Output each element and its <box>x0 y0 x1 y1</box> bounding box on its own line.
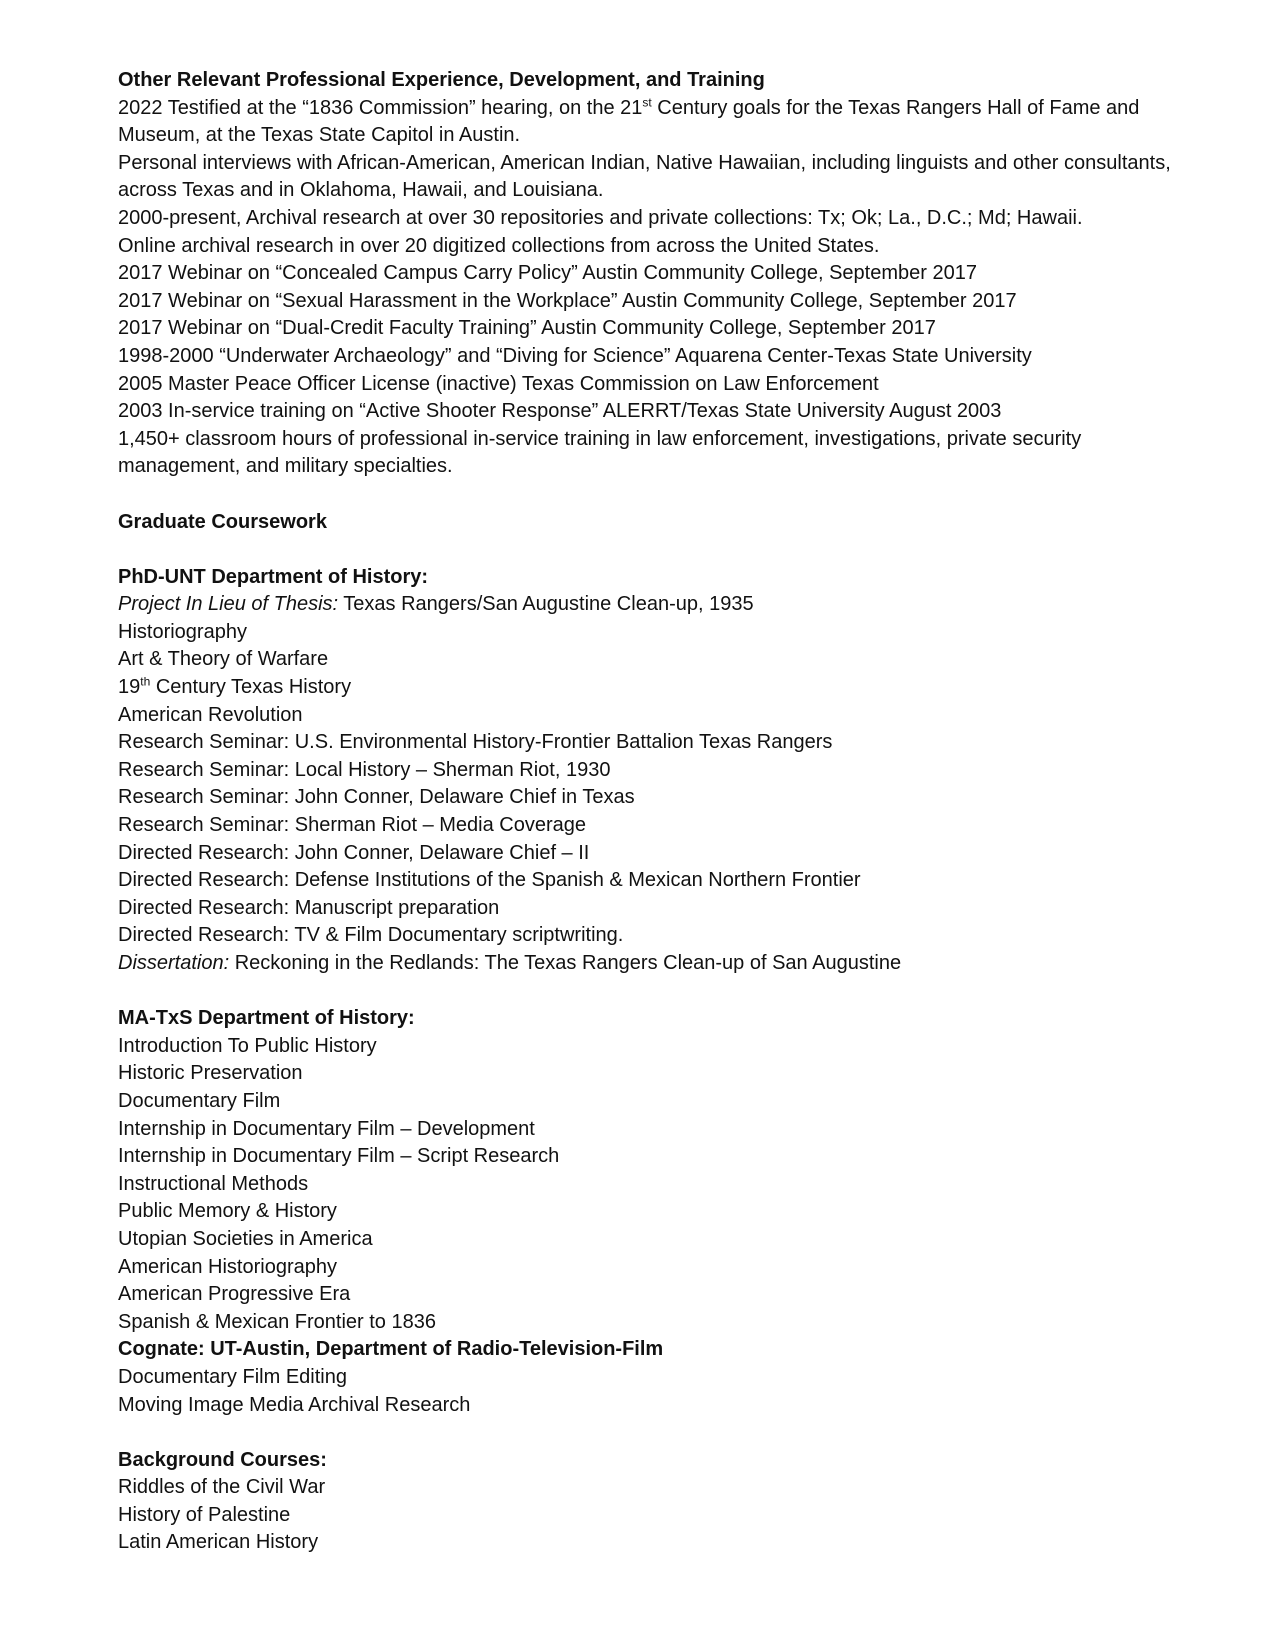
phd-dissertation <box>118 950 1178 978</box>
ma-course: Instructional Methods <box>118 1172 309 1195</box>
course-number: 19 <box>118 676 141 699</box>
graduate-heading: Graduate Coursework <box>118 510 327 533</box>
ma-heading: MA-TxS Department of History: <box>118 1007 415 1030</box>
experience-item-commission <box>118 95 1178 150</box>
background-course: Riddles of the Civil War <box>118 1476 326 1499</box>
spacer <box>118 1419 1178 1447</box>
experience-heading: Other Relevant Professional Experience, Development, and Training <box>118 69 765 91</box>
phd-course: Directed Research: Manuscript preparation <box>118 896 500 919</box>
ma-course: Utopian Societies in America <box>118 1227 373 1250</box>
ma-course: Introduction To Public History <box>118 1034 377 1057</box>
project-label: Project In Lieu of Thesis: <box>118 593 339 616</box>
background-course: History of Palestine <box>118 1503 291 1526</box>
phd-course: American Revolution <box>118 703 303 726</box>
commission-text-end: Century goals for the Texas Rangers Hall of Fame and Museum, at the Texas State Capitol in Austin. <box>118 96 1140 147</box>
phd-course: Research Seminar: Sherman Riot – Media Coverage <box>118 814 586 837</box>
spacer <box>118 481 1178 509</box>
ma-course: Historic Preservation <box>118 1062 303 1085</box>
ma-course: American Progressive Era <box>118 1283 351 1306</box>
phd-heading: PhD-UNT Department of History: <box>118 565 429 588</box>
background-course: Latin American History <box>118 1531 319 1554</box>
cognate-heading: Cognate: UT-Austin, Department of Radio-Television-Film <box>118 1338 664 1361</box>
ordinal-suffix: th <box>140 674 151 689</box>
dissertation-label: Dissertation: <box>118 952 230 974</box>
experience-item: 1,450+ classroom hours of professional in-service training in law enforcement, investigations, private security management, and military specialties. <box>118 427 1082 478</box>
ma-course: Spanish & Mexican Frontier to 1836 <box>118 1310 436 1333</box>
ma-course: Public Memory & History <box>118 1200 337 1223</box>
experience-item: 2017 Webinar on “Dual-Credit Faculty Training” Austin Community College, September 2017 <box>118 317 936 340</box>
dissertation-text: Reckoning in the Redlands: The Texas Rangers Clean-up of San Augustine <box>229 952 902 974</box>
experience-item: 1998-2000 “Underwater Archaeology” and “Diving for Science” Aquarena Center-Texas State University <box>118 344 1032 367</box>
ma-course: Internship in Documentary Film – Development <box>118 1117 535 1140</box>
phd-course: Directed Research: TV & Film Documentary scriptwriting. <box>118 924 624 947</box>
ma-course: Internship in Documentary Film – Script Research <box>118 1145 560 1168</box>
spacer <box>118 978 1178 1006</box>
course-text: Century Texas History <box>150 676 352 699</box>
ordinal-suffix: st <box>642 94 652 109</box>
experience-item: 2003 In-service training on “Active Shooter Response” ALERRT/Texas State University August 2003 <box>118 400 1002 423</box>
phd-course: Art & Theory of Warfare <box>118 648 329 671</box>
ma-course: Documentary Film <box>118 1089 281 1112</box>
phd-course: Directed Research: John Conner, Delaware Chief – II <box>118 841 590 864</box>
experience-item: 2000-present, Archival research at over 30 repositories and private collections: Tx; Ok; La., D.C.; Md; Hawaii. <box>118 206 1083 229</box>
phd-course: Directed Research: Defense Institutions of the Spanish & Mexican Northern Frontier <box>118 869 861 892</box>
phd-course: Research Seminar: John Conner, Delaware Chief in Texas <box>118 786 635 809</box>
project-text: Texas Rangers/San Augustine Clean-up, 1935 <box>338 593 754 616</box>
experience-item: 2017 Webinar on “Sexual Harassment in the Workplace” Austin Community College, September 2017 <box>118 289 1017 312</box>
phd-course <box>118 674 1178 702</box>
phd-course: Research Seminar: U.S. Environmental History-Frontier Battalion Texas Rangers <box>118 731 833 754</box>
cognate-course: Documentary Film Editing <box>118 1365 347 1388</box>
phd-project <box>118 591 1178 619</box>
background-heading: Background Courses: <box>118 1448 327 1471</box>
experience-item: Online archival research in over 20 digitized collections from across the United States. <box>118 234 880 257</box>
experience-item: 2017 Webinar on “Concealed Campus Carry Policy” Austin Community College, September 2017 <box>118 262 977 285</box>
commission-text-start: 2022 Testified at the “1836 Commission” hearing, on the 21 <box>118 96 643 119</box>
spacer <box>118 536 1178 564</box>
experience-item: 2005 Master Peace Officer License (inactive) Texas Commission on Law Enforcement <box>118 372 879 395</box>
document-page <box>118 67 1178 1557</box>
cognate-course: Moving Image Media Archival Research <box>118 1393 471 1416</box>
ma-course: American Historiography <box>118 1255 337 1278</box>
phd-course: Research Seminar: Local History – Sherman Riot, 1930 <box>118 758 611 781</box>
phd-course: Historiography <box>118 620 247 643</box>
experience-item: Personal interviews with African-American, American Indian, Native Hawaiian, including linguists and other consultants, across Texas and in Oklahoma, Hawaii, and Louisiana. <box>118 151 1171 202</box>
